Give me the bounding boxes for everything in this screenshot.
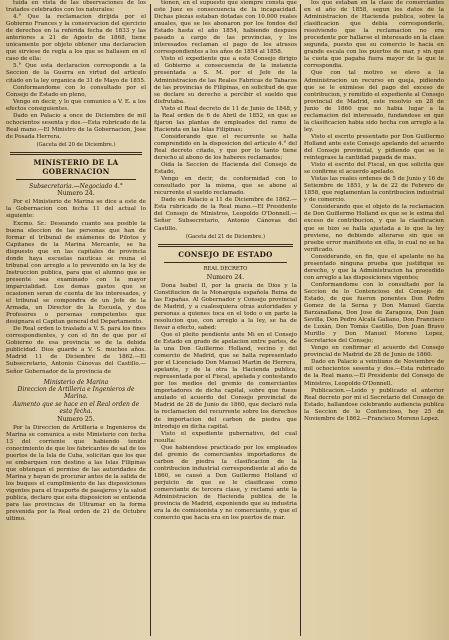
document-number: Numero 25.	[57, 415, 95, 423]
column-2	[154, 0, 297, 640]
paragraph: los que estaban en la clase de comerciantes en el año de 1858, segun los datos de la Administracion de Hacienda publica, sobre la clasificacion que debia corresponderle, resolviendo que la reclamacion no era procedente por hallarse el interesado en la clase segunda, puesto que su comercio lo hacia en grande escala con los puertos de mar, y sin que la cuota que pagaba fuera mayor de la que le correspondia.	[304, 0, 444, 70]
paragraph: Vistas las reales ordenes de 5 de Junio y 16 de Setiembre de 1851, y la de 22 de Febrero de 1858, que reglamentan la contribucion industrial y de comercio.	[304, 176, 444, 204]
column-1	[6, 0, 146, 640]
paragraph: Considerando, en fin, que el apelante no ha presentado ninguna prueba que justifique su derecho, y que la Administracion ha procedido con arreglo a las disposiciones vigentes;	[304, 253, 444, 281]
paragraph: De Real orden lo traslado a V. S. para los fines correspondientes, y con el fin de que por el Gobierno de esa provincia se de la debida publicidad. Dios guarde a V. S. muchos años. Madrid 11 de Diciembre de 1862.—El Subsecretario, Antonio Cánovas del Castillo.—Señor Gobernador de la provincia de	[6, 326, 146, 375]
paragraph: Que el pleito pendiente ante Mi en el Consejo de Estado en grado de apelacion entre partes, de la una Don Guillermo Holland, vecino y del comercio de Madrid, que se halla representado por el Licenciado Don Manuel Martin de Herrera, apelante, y de la otra la Hacienda publica, representada por el Fiscal, apelada y contestando por los medios del gremio de comerciantes importadores de dicha capital, sobre que fuese anulado el acuerdo del Consejo provincial de Madrid de 28 de Junio de 1860, que declaró nula la reclamacion del recurrente sobre los derechos de importacion del carbon de piedra que introdujo en dicha capital.	[154, 331, 297, 430]
quote-subheading: Aumento que se hace en el Real orden de esta fecha.	[12, 400, 140, 416]
subsecretaria-heading: Subsecretaria.—Negociado 4.°	[29, 182, 123, 190]
paragraph: tionen, en el supuesto que siempre consta que este Juez es consecuencia de la incapacidad. Dichas piezas estaban dotadas con 10.000 reales anuales, que se les abonaron por los fondos del Estado hasta el año 1854, habiendo despues pasado a cargo de las provincias, y los interesados reclaman el pago de los atrasos correspondientes a los años de 1854 al 1858.	[154, 0, 297, 56]
paragraph: Dado en Palacio a 11 de Diciembre de 1862.—Esta rubricado de la Real mano.—El Presidente del Consejo de Ministros, Leopoldo O'Donnell.—Señor Subsecretario, Antonio Cánovas del Castillo.	[154, 197, 297, 232]
ministry-subheading: Ministerio de Marina	[43, 378, 109, 386]
royal-decree-heading: REAL DECRETO	[203, 265, 248, 272]
paragraph: Vengo en decir, de conformidad con lo consultado por la misma, que se abone al recurrente el sueldo reclamado.	[154, 176, 297, 197]
paragraph: Excmo. Sr.: Deseando cuanto sea posible la buena eleccion de las personas que han de formar el tribunal de exámenes de Pilotos y Capitanes de la Marina Mercante, se ha dispuesto que en las capitales de provincia donde haya escuelas nauticas se reuna el tribunal con arreglo a lo prevenido en la ley de Instruccion publica, para que el alumno que se presente sea examinado con la mayor imparcialidad. Los demas gastos que se ocasionen seran de cuenta de los interesados, y el tribunal se compondra de un Jefe de la Armada, un Director de la Escuela, y dos Profesores o personas competentes que designara el Capitan general del Departamento.	[6, 220, 146, 326]
ministry-heading: MINISTERIO DE LA GOBERNACION	[33, 157, 119, 176]
paragraph: Dado en Palacio a once de Diciembre de mil ochocientos sesenta y dos.—Esta rubricado de la Real mano.—El Ministro de la Gobernacion, Jose de Posada Herrera.	[6, 112, 146, 140]
gazette-reference: (Gaceta del 21 de Diciembre.)	[186, 233, 265, 240]
section-divider	[10, 152, 142, 155]
paragraph: Visto el expediente que a este Consejo dirigio el Gobierno a consecuencia de la instancia presentada a S. M. por el Jefe de la Administracion de las Reales Fabricas de Tabacos de las provincias de Filipinas, en solicitud de que se declare su derecho a percibir el sueldo que disfrutaba.	[154, 56, 297, 105]
paragraph: Que habiendose practicado por los empleados del gremio de comerciantes importadores de carbon de piedra la clasificacion de la contribucion industrial correspondiente al año de 1860, se causó a Don Guillermo Holland el perjuicio de que se le clasificase como comerciante de tercera clase, y reclamó ante la Administracion de Hacienda publica de la provincia de Madrid, exponiendo que su industria era la de comisionista y no comerciante, y que el comercio que hacia era en los puertos de mar.	[154, 444, 297, 522]
paragraph: Dado en Palacio a veintiuno de Noviembre de mil ochocientos sesenta y dos.—Esta rubricado de la Real mano.—El Presidente del Consejo de Ministros, Leopoldo O'Donnell.	[304, 359, 444, 387]
paragraph: Visto el escrito presentado por Don Guillermo Holland ante este Consejo apelando del acuerdo del Consejo provincial, y pidiendo que se le reintegrase la cantidad pagada de mas.	[304, 133, 444, 162]
paragraph: Vengo en confirmar el acuerdo del Consejo provincial de Madrid de 28 de Junio de 1860.	[304, 345, 444, 359]
document-number: Numero 24.	[57, 190, 95, 198]
paragraph: Publicacion.—Leido y publicado el anterior Real decreto por mi el Secretario del Consejo de Estado, hallandose celebrando audiencia publica la Seccion de lo Contencioso, hoy 25 de Noviembre de 1862.—Francisco Moreno Lopez.	[304, 387, 444, 422]
paragraph: Visto el expediente gubernativo, del cual resulta:	[154, 430, 297, 444]
paragraph: 4.° Que la reclamacion dirijida por el Gobierno Frances y la conservacion del ejercicio de derechos en la referida fecha de 1833 y las anteriores a 21 de Agosto de 1868, tiene unicamente por objeto obtener una declaracion que sirviese de regla a los que se hallasen en el caso de ella:	[6, 14, 146, 63]
paragraph: Que con tal motivo se elevo a la Administracion un recurso en queja, pidiendo que se le eximiese del pago del exceso de contribucion, y remitido el expediente al Consejo provincial de Madrid, este resolvio en 28 de Junio de 1860 que no habia lugar a la reclamacion del interesado, fundandose en que la clasificacion habia sido hecha con arreglo a la ley.	[304, 70, 444, 133]
direction-subheading: Direccion de Artilleria e Ingenieros de Marina.	[17, 385, 135, 401]
paragraph: tuida en vista de las observaciones de los tratados celebrados con los naturales:	[6, 0, 146, 14]
paragraph: Por la Direccion de Artilleria e Ingenieros de Marina se comunica a este Ministerio con fecha 13 del corriente que habiendo tenido conocimiento de que los fabricantes de sal de los puertos de la Isla de Cuba, solicitan que los que se embarquen con destino a las Islas Filipinas que obtengan el permiso de las autoridades de Marina y hayan de procurar antes de la salida de los buques el cumplimiento de las disposiciones vigentes para el trasporte de pasajeros y la salud publica, declaro que esta disposicion se entienda para las provincias de Ultramar en la forma prevenida por la Real orden de 21 de Octubre ultimo.	[6, 424, 146, 523]
paragraph: Visto el Real decreto de 11 de Junio de 1848, y la Real orden de 6 de Abril de 1852, en que se fijaron las plantas de empleados del ramo de Hacienda en las Islas Filipinas;	[154, 105, 297, 133]
paragraph: Considerando que el objeto de la reclamacion de Don Guillermo Holland es que se le exima del exceso de contribucion, y que la clasificacion que se hizo se halla ajustada a lo que la ley previene, no debiendo alterarse sin que se pruebe error manifiesto en ella, lo cual no se ha verificado.	[304, 204, 444, 253]
paragraph: Visto el escrito del Fiscal, en que solicita que se confirme el acuerdo apelado.	[304, 162, 444, 176]
short-divider	[164, 262, 287, 263]
column-3	[304, 0, 444, 640]
paragraph: Vengo en decir, y lo que comunico a V. E. a los efectos consiguientes.	[6, 98, 146, 112]
council-heading: CONSEJO DE ESTADO	[178, 249, 273, 259]
paragraph: Considerando que el recurrente se halla comprendido en la disposicion del articulo 4.° del Real decreto citado, y que por lo tanto tiene derecho al abono de los haberes reclamados;	[154, 133, 297, 162]
paragraph: Por el Ministerio de Marina se dice a este de la Gobernacion con fecha 11 del actual lo siguiente:	[6, 199, 146, 220]
section-divider	[158, 244, 293, 247]
paragraph: Conformandome con lo consultado por el Consejo de Estado en pleno,	[6, 84, 146, 98]
paragraph: 5.° Que esta declaracion corresponde a la Seccion de la Guerra en virtud del articulo citado en la ley organica de 31 de Mayo de 1855.	[6, 63, 146, 84]
column-rule-right	[300, 4, 301, 636]
document-number: Numero 24.	[206, 273, 245, 281]
paragraph: Dona Isabel II, por la gracia de Dios y la Constitucion de la Monarquia española Reina de las Españas. Al Gobernador y Consejo provincial de Madrid, y a cualesquiera otras autoridades y personas a quienes toca en el todo o en parte la resolucion que, con arreglo a la ley, se ha de llevar a efecto, sabed:	[154, 282, 297, 331]
column-rule-left	[150, 4, 151, 636]
paragraph: Conformandome con lo consultado por la Seccion de lo Contencioso del Consejo de Estado, de que fueron ponentes Don Pedro Gomez de la Serna y Don Manuel Garcia Barzanallana, Don Jose de Zaragoza, Don Juan Sevilla, Don Pedro Alcalá Galiano, Don Francisco de Luxán, Don Tomás Castillo, Don Juan Bravo Murillo y Don Manuel Moreno Lopez, Secretarios del Consejo;	[304, 281, 444, 345]
gazette-reference: (Gaceta del 20 de Diciembre.)	[36, 141, 116, 148]
short-divider	[16, 179, 136, 180]
paragraph: Oida la Seccion de Hacienda del Consejo de Estado,	[154, 162, 297, 176]
